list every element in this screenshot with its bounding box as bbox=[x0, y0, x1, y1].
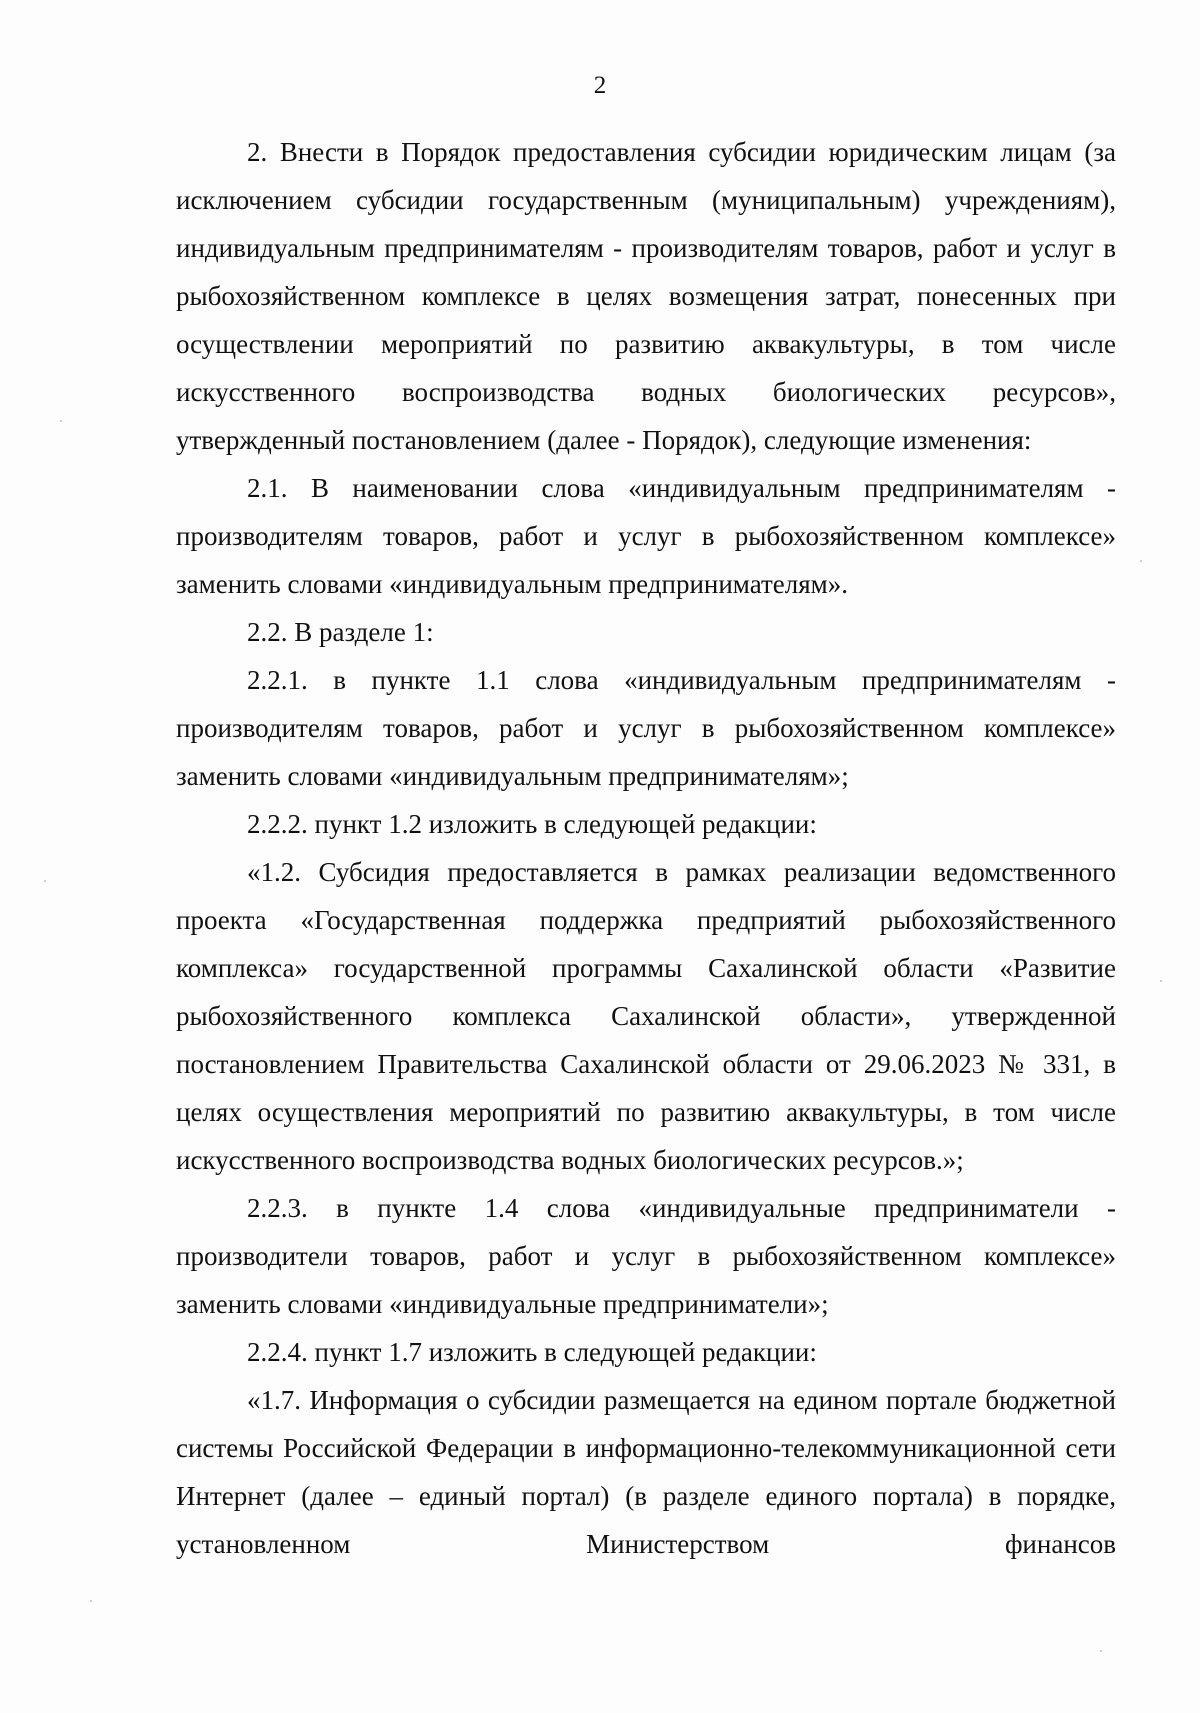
paragraph-2-2-4: 2.2.4. пункт 1.7 изложить в следующей редакции: bbox=[247, 1337, 817, 1367]
document-body bbox=[176, 128, 1116, 1568]
paragraph-quote-1-2: «1.2. Субсидия предоставляется в рамках реализации ведомственного проекта «Государственная поддержка предприятий рыбохозяйственного комплекса» государственной программы Сахалинской области «Развитие рыбохозяйственного комплекса Сахалинской области», утвержденной постановлением Правительства Сахалинской области от 29.06.2023 № 331, в целях осуществления мероприятий по развитию аквакультуры, в том числе искусственного воспроизводства водных биологических ресурсов.»; bbox=[176, 857, 1116, 1175]
scan-speck bbox=[1160, 980, 1162, 982]
paragraph-2-2-3: 2.2.3. в пункте 1.4 слова «индивидуальные предприниматели - производители товаров, работ и услуг в рыбохозяйственном комплексе» заменить словами «индивидуальные предприниматели»; bbox=[176, 1193, 1116, 1319]
scan-speck bbox=[44, 880, 46, 882]
page-number: 2 bbox=[593, 72, 607, 99]
paragraph-quote-1-7: «1.7. Информация о субсидии размещается на едином портале бюджетной системы Российской Федерации в информационно-телекоммуникационной сети Интернет (далее – единый портал) (в разделе единого портала) в порядке, установленном Министерством финансов bbox=[176, 1385, 1116, 1559]
paragraph-2: 2. Внести в Порядок предоставления субсидии юридическим лицам (за исключением субсидии государственным (муниципальным) учреждениям), индивидуальным предпринимателям - производителям товаров, работ и услуг в рыбохозяйственном комплексе в целях возмещения затрат, понесенных при осуществлении мероприятий по развитию аквакультуры, в том числе искусственного воспроизводства водных биологических ресурсов», утвержденный постановлением (далее - Порядок), следующие изменения: bbox=[176, 137, 1116, 455]
paragraph-2-2-1: 2.2.1. в пункте 1.1 слова «индивидуальным предпринимателям - производителям товаров, работ и услуг в рыбохозяйственном комплексе» заменить словами «индивидуальным предпринимателям»; bbox=[176, 665, 1116, 791]
paragraph-2-2: 2.2. В разделе 1: bbox=[247, 617, 434, 647]
scan-speck bbox=[90, 1600, 92, 1602]
scan-speck bbox=[1100, 1650, 1102, 1652]
scan-speck bbox=[60, 420, 62, 422]
paragraph-2-1: 2.1. В наименовании слова «индивидуальным предпринимателям - производителям товаров, работ и услуг в рыбохозяйственном комплексе» заменить словами «индивидуальным предпринимателям». bbox=[176, 473, 1116, 599]
scan-speck bbox=[1140, 560, 1142, 562]
paragraph-2-2-2: 2.2.2. пункт 1.2 изложить в следующей редакции: bbox=[247, 809, 817, 839]
